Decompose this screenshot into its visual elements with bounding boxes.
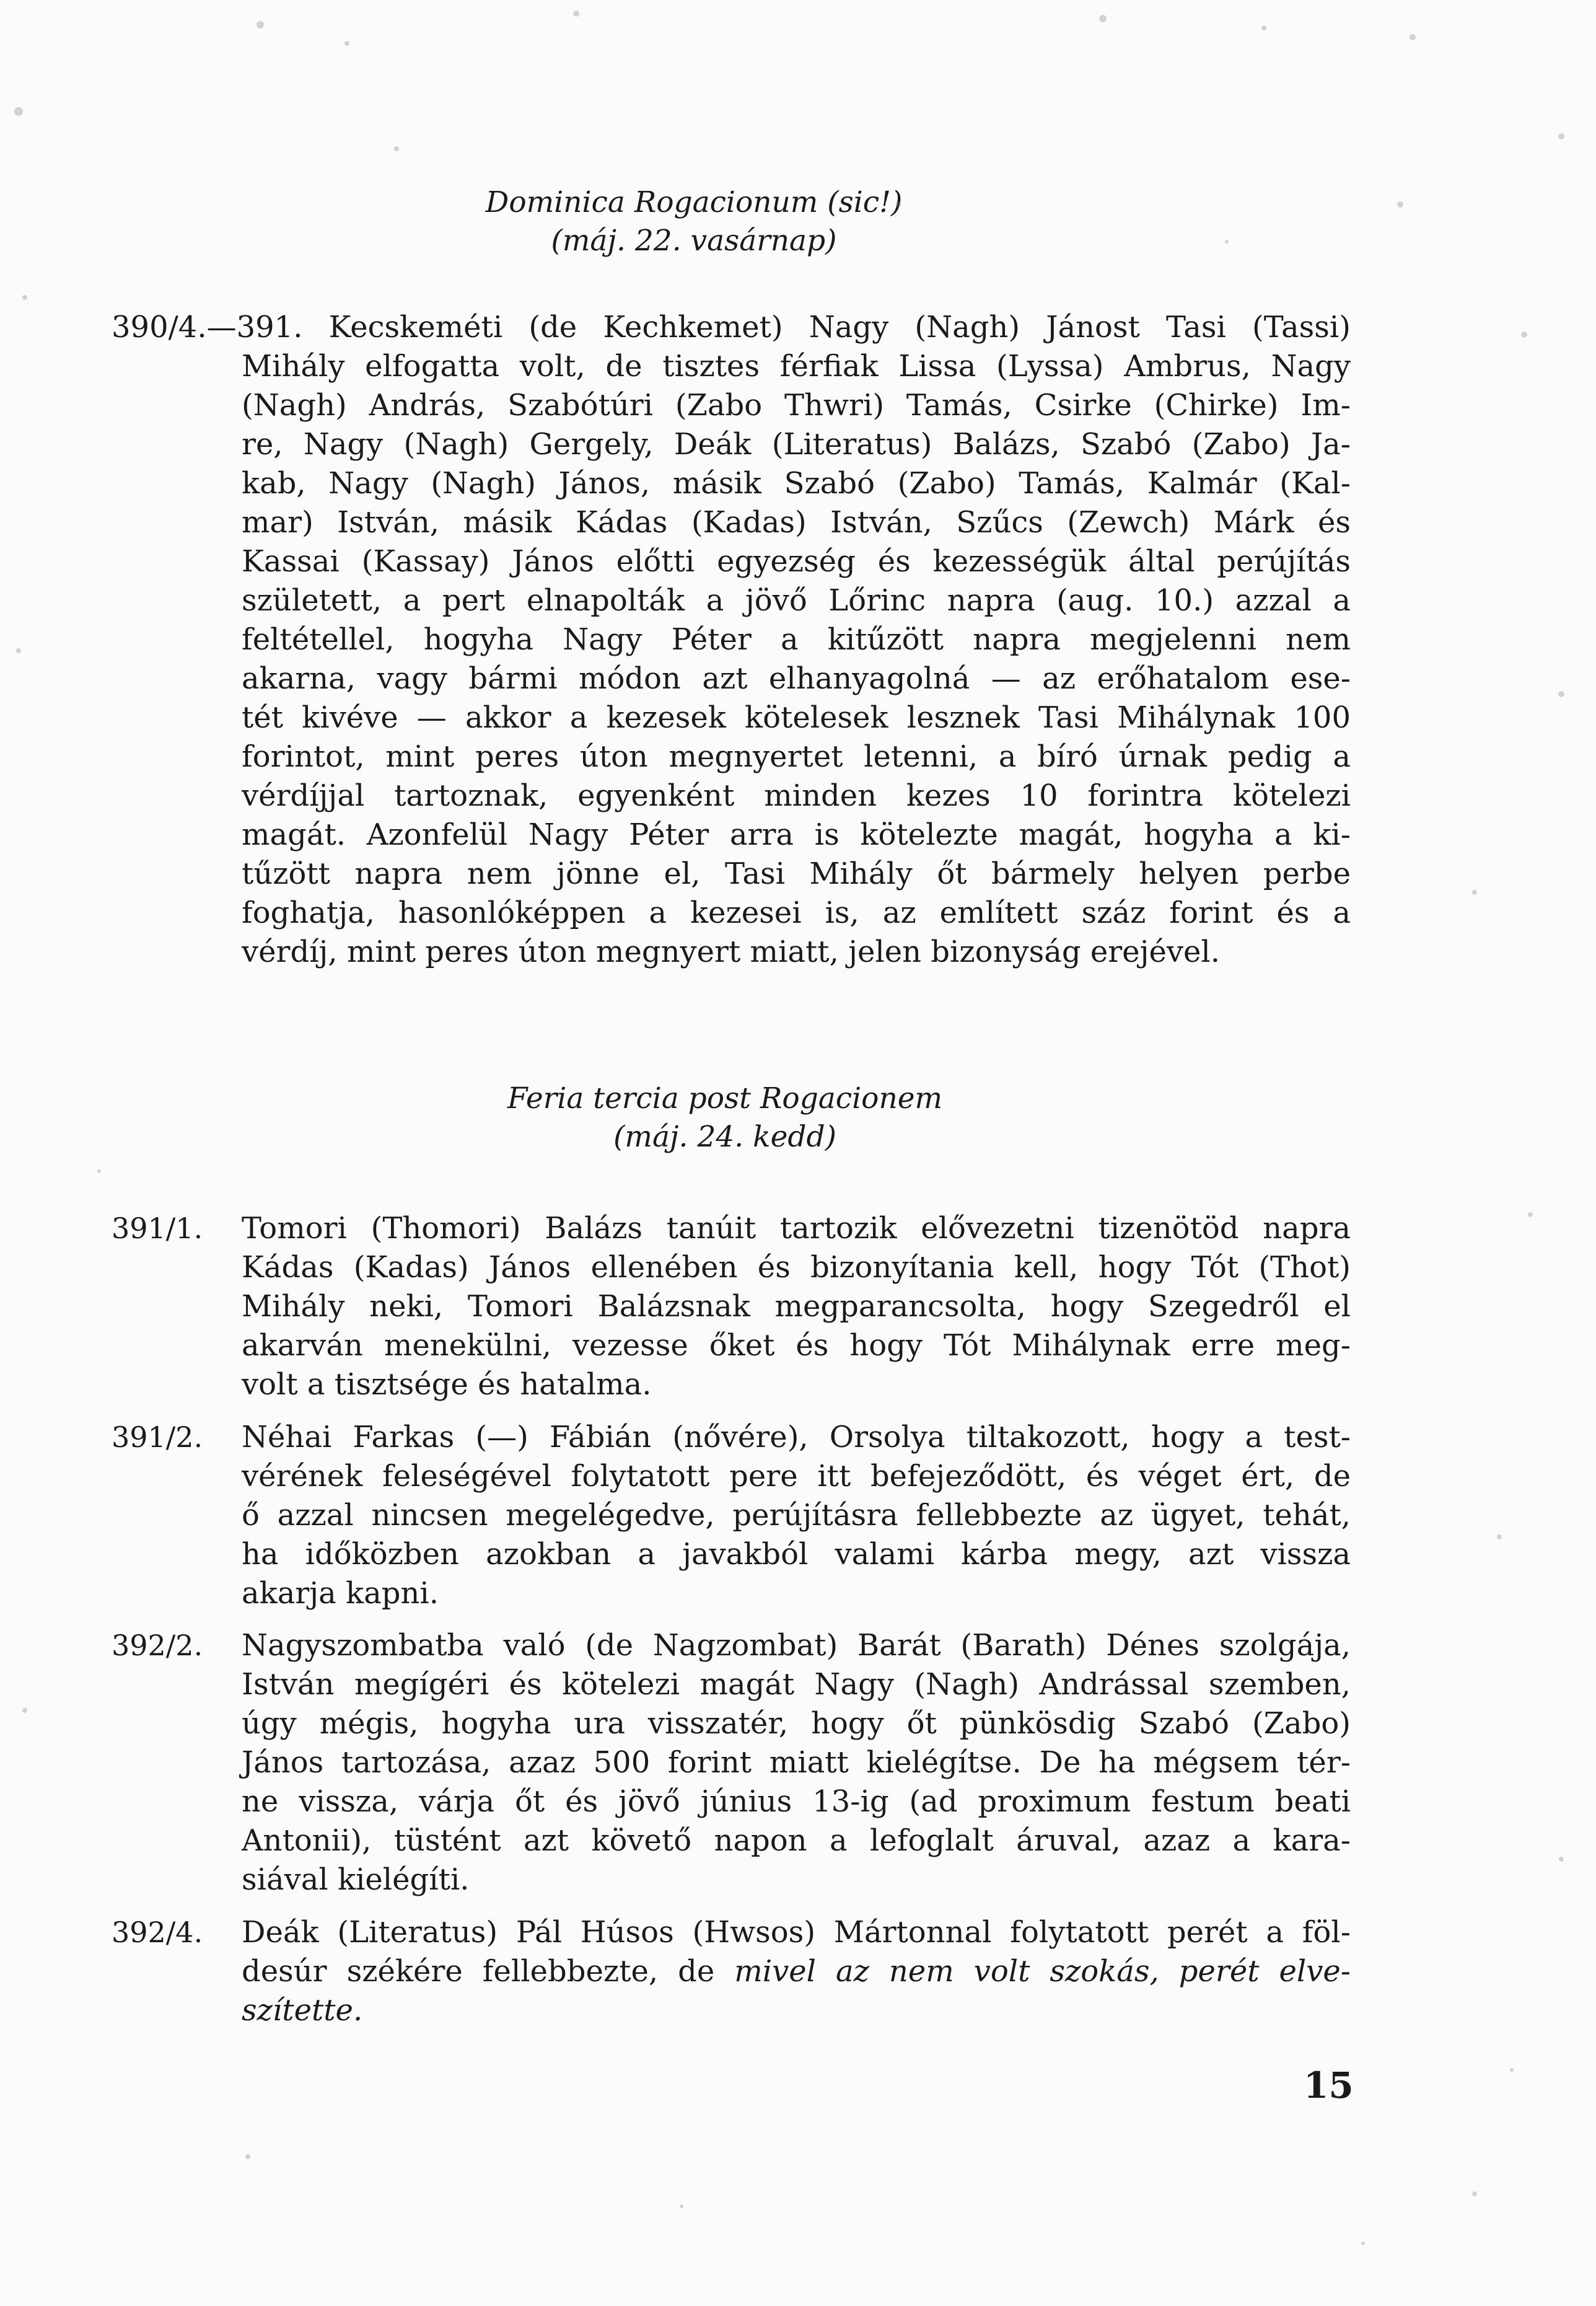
entry-line: akarna, vagy bármi módon azt elhanyagolná — az erőhatalom ese- [242, 661, 1351, 696]
entry-391-2 [112, 1418, 1351, 1613]
entry-line: Kassai (Kassay) János előtti egyezség és kezességük által perújítás [242, 544, 1351, 579]
italic-phrase: mivel az nem volt szokás, perét elve- [734, 1954, 1351, 1989]
entry-line: Antonii), tüstént azt követő napon a lefoglalt áruval, azaz a kara- [242, 1823, 1351, 1858]
entry-line: mar) István, másik Kádas (Kadas) István, Szűcs (Zewch) Márk és [242, 505, 1351, 540]
entry-line: vérdíj, mint peres úton megnyert miatt, jelen bizonyság erejével. [242, 935, 1221, 969]
entry-390-391 [112, 308, 1351, 972]
entry-line: ne vissza, várja őt és jövő június 13-ig (ad proximum festum beati [242, 1784, 1351, 1819]
entry-line: volt a tisztsége és hatalma. [242, 1367, 652, 1402]
entry-line: vérdíjjal tartoznak, egyenként minden kezes 10 forintra kötelezi [242, 778, 1351, 813]
entry-line: született, a pert elnapolták a jövő Lőrinc napra (aug. 10.) azzal a [242, 583, 1351, 618]
entry-line: tét kivéve — akkor a kezesek kötelesek lesznek Tasi Mihálynak 100 [242, 700, 1351, 735]
heading-title: Dominica Rogacionum (sic!) [485, 185, 903, 219]
page-number: 15 [1304, 2064, 1354, 2106]
entry-line: 390/4.—391. Kecskeméti (de Kechkemet) Nagy (Nagh) Jánost Tasi (Tassi) [112, 310, 1351, 345]
entry-392-4 [112, 1913, 1351, 2030]
entry-line: Tomori (Thomori) Balázs tanúit tartozik elővezetni tizenötöd napra [242, 1211, 1351, 1246]
entry-line: akarja kapni. [242, 1576, 439, 1611]
entry-line: re, Nagy (Nagh) Gergely, Deák (Literatus) Balázs, Szabó (Zabo) Ja- [242, 427, 1351, 462]
entry-number: 390/4.—391. [112, 310, 303, 345]
entry-line: Kádas (Kadas) János ellenében és bizonyítania kell, hogy Tót (Thot) [242, 1250, 1351, 1285]
entry-line: (Nagh) András, Szabótúri (Zabo Thwri) Tamás, Csirke (Chirke) Im- [242, 388, 1351, 423]
entry-number: 391/1. [112, 1212, 203, 1245]
entry-line: akarván menekülni, vezesse őket és hogy Tót Mihálynak erre meg- [242, 1328, 1351, 1363]
entry-number: 392/2. [112, 1629, 203, 1662]
entry-line: forintot, mint peres úton megnyertet letenni, a bíró úrnak pedig a [242, 739, 1351, 774]
section-heading-dominica [421, 183, 967, 260]
entry-line: kab, Nagy (Nagh) János, másik Szabó (Zabo) Tamás, Kalmár (Kal- [242, 466, 1351, 501]
entry-line: siával kielégíti. [242, 1862, 470, 1897]
entry-line: úgy mégis, hogyha ura visszatér, hogy őt pünkösdig Szabó (Zabo) [242, 1706, 1351, 1741]
entry-line: ha időközben azokban a javakból valami kárba megy, azt vissza [242, 1537, 1351, 1572]
entry-line: feltétellel, hogyha Nagy Péter a kitűzött napra megjelenni nem [242, 622, 1351, 657]
entry-line: szítette. [242, 1993, 363, 2028]
entry-line: tűzött napra nem jönne el, Tasi Mihály őt bármely helyen perbe [242, 856, 1351, 891]
section-heading-feria [446, 1080, 1004, 1156]
entry-line: ő azzal nincsen megelégedve, perújításra fellebbezte az ügyet, tehát, [242, 1498, 1351, 1533]
entry-line: Mihály elfogatta volt, de tisztes férfiak Lissa (Lyssa) Ambrus, Nagy [242, 349, 1351, 384]
entry-line: Deák (Literatus) Pál Húsos (Hwsos) Mártonnal folytatott perét a föl- [242, 1915, 1351, 1950]
entry-line: Mihály neki, Tomori Balázsnak megparancsolta, hogy Szegedről el [242, 1289, 1351, 1324]
entry-number: 391/2. [112, 1420, 203, 1454]
entry-line: magát. Azonfelül Nagy Péter arra is kötelezte magát, hogyha a ki- [242, 817, 1351, 852]
entry-line: János tartozása, azaz 500 forint miatt kielégítse. De ha mégsem tér- [242, 1745, 1351, 1780]
heading-title: Feria tercia post Rogacionem [507, 1081, 943, 1116]
entry-line: desúr székére fellebbezte, de mivel az nem volt szokás, perét elve- [242, 1954, 1351, 1989]
heading-date: (máj. 24. kedd) [613, 1120, 836, 1154]
entry-line: Néhai Farkas (—) Fábián (nővére), Orsolya tiltakozott, hogy a test- [242, 1420, 1351, 1454]
entry-line: Nagyszombatba való (de Nagzombat) Barát (Barath) Dénes szolgája, [242, 1628, 1351, 1663]
heading-date: (máj. 22. vasárnap) [551, 224, 837, 258]
entry-line: vérének feleségével folytatott pere itt befejeződött, és véget ért, de [242, 1459, 1351, 1494]
entry-391-1 [112, 1209, 1351, 1404]
entry-number: 392/4. [112, 1916, 203, 1949]
entry-392-2 [112, 1626, 1351, 1899]
entry-line: foghatja, hasonlóképpen a kezesei is, az említett száz forint és a [242, 896, 1351, 930]
entry-line: István megígéri és kötelezi magát Nagy (Nagh) Andrással szemben, [242, 1667, 1351, 1702]
